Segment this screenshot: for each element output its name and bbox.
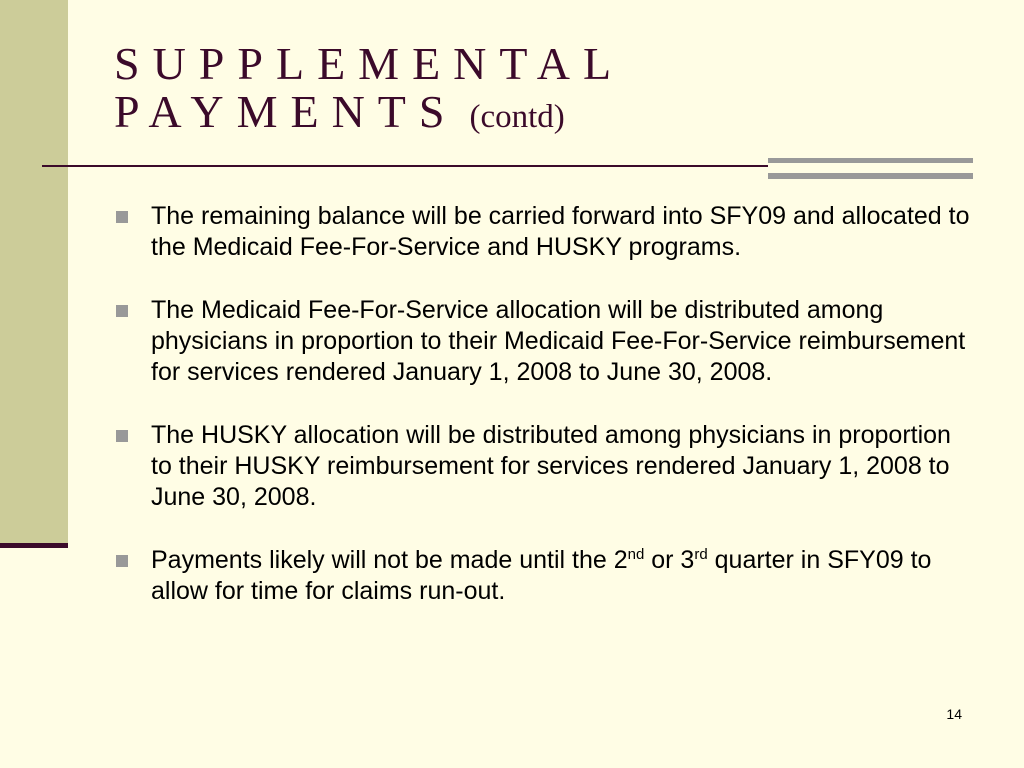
accent-rule-spacer	[768, 163, 973, 173]
title-divider	[42, 165, 768, 167]
square-bullet-icon	[116, 430, 128, 442]
left-bar-rule	[0, 543, 68, 548]
bullet-text-part-2: or 3	[644, 546, 695, 574]
title-suffix: (contd)	[469, 99, 565, 136]
bullet-text: The remaining balance will be carried forward into SFY09 and allocated to the Medicaid Fee-For-Service and HUSKY programs.	[151, 202, 970, 261]
bullet-text-part-1: Payments likely will not be made until the 2	[151, 546, 628, 574]
bullet-item	[114, 201, 974, 263]
bullet-item	[114, 545, 974, 607]
bullet-item	[114, 295, 974, 388]
bullet-text: The Medicaid Fee-For-Service allocation will be distributed among physicians in proportion to their Medicaid Fee-For-Service reimbursement for services rendered January 1, 2008 to June 30, 2008.	[151, 296, 966, 386]
square-bullet-icon	[116, 211, 128, 223]
ordinal-suffix-rd: rd	[694, 546, 708, 563]
title-line-2-text: PAYMENTS	[114, 86, 458, 138]
accent-rules	[768, 158, 973, 179]
slide-title	[114, 40, 624, 137]
bullet-item	[114, 420, 974, 513]
page-number: 14	[946, 706, 962, 722]
square-bullet-icon	[116, 305, 128, 317]
title-line-1: SUPPLEMENTAL	[114, 38, 625, 89]
bullet-text-part-3: quarter in SFY09 to allow for time for claims run-out.	[151, 546, 932, 605]
left-decorative-bar	[0, 0, 68, 543]
bullet-text: The HUSKY allocation will be distributed among physicians in proportion to their HUSKY reimbursement for services rendered January 1, 2008 to June 30, 2008.	[151, 421, 951, 511]
square-bullet-icon	[116, 555, 128, 567]
title-line-2	[114, 88, 624, 136]
ordinal-suffix-nd: nd	[627, 546, 645, 563]
bullet-list	[114, 201, 974, 639]
accent-rule-bottom	[768, 173, 973, 179]
